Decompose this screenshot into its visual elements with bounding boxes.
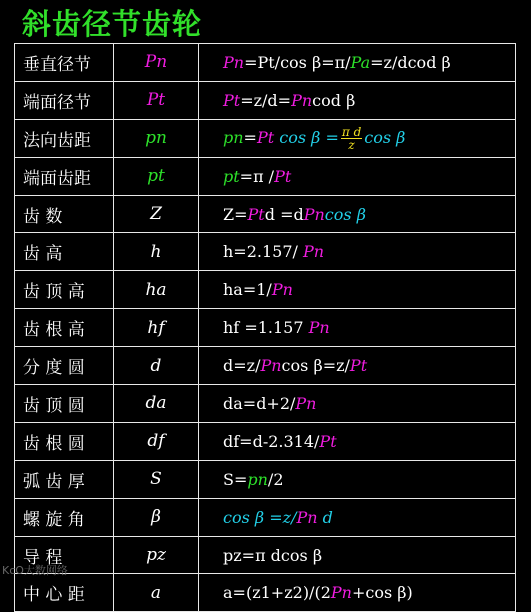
formula-segment: Pn <box>271 280 293 300</box>
formula-segment: ha=1/ <box>223 280 272 300</box>
formula-segment: =π / <box>239 166 275 186</box>
table-row <box>15 233 516 271</box>
quantity-name <box>15 195 114 233</box>
table-row <box>15 195 516 233</box>
quantity-name-text: 垂直径节 <box>23 54 91 75</box>
quantity-symbol: Pn <box>114 44 199 82</box>
quantity-name <box>15 81 114 119</box>
table-row <box>15 536 516 574</box>
formula <box>199 347 516 385</box>
quantity-name <box>15 460 114 498</box>
table-row <box>15 309 516 347</box>
formula-segment: pn <box>247 469 268 489</box>
formula-segment: Pn <box>223 52 245 72</box>
fraction-numerator: π d <box>341 124 362 139</box>
formula <box>199 233 516 271</box>
formula-segment: cos β=z/ <box>281 356 350 376</box>
formula-segment: Pa <box>350 52 371 72</box>
table-row <box>15 271 516 309</box>
formula-segment: Pt <box>223 90 241 110</box>
formula-segment: =z/d= <box>240 90 292 110</box>
formula-segment: Z= <box>223 204 248 224</box>
quantity-symbol: S <box>114 460 199 498</box>
quantity-name-text: 端面径节 <box>23 92 91 113</box>
table-row <box>15 385 516 423</box>
formula <box>199 498 516 536</box>
formula <box>199 119 516 157</box>
formula-segment: Pn <box>291 90 313 110</box>
formula-segment: cos β <box>364 127 406 147</box>
quantity-name-text: 齿 顶 高 <box>23 282 85 303</box>
formula-segment: cos β <box>324 204 366 224</box>
quantity-name-text: 分 度 圆 <box>23 358 85 379</box>
quantity-symbol: Pt <box>114 81 199 119</box>
formula <box>199 309 516 347</box>
quantity-name-text: 齿 数 <box>23 206 63 227</box>
quantity-name <box>15 233 114 271</box>
formula-segment: d <box>317 507 333 527</box>
quantity-name-text: 端面齿距 <box>23 168 91 189</box>
formula-segment: cos β =z/ <box>223 507 297 527</box>
formula-segment: d =d <box>264 204 304 224</box>
quantity-name <box>15 157 114 195</box>
formula-segment: h=2.157/ <box>223 242 303 262</box>
quantity-name-text: 齿 根 圆 <box>23 433 85 454</box>
quantity-symbol: da <box>114 385 199 423</box>
quantity-symbol: hf <box>114 309 199 347</box>
formula-segment: Pt <box>247 204 265 224</box>
formula-segment: pz=π dcos β <box>223 545 323 565</box>
formula-segment: Pn <box>330 583 352 603</box>
quantity-symbol: h <box>114 233 199 271</box>
formula-segment: =z/dcod β <box>370 52 451 72</box>
quantity-name <box>15 385 114 423</box>
formula-segment: pt <box>223 166 240 186</box>
formula <box>199 385 516 423</box>
watermark: KcO大数网络 <box>2 564 68 577</box>
formula-segment: cos β = <box>274 127 339 147</box>
table-row <box>15 347 516 385</box>
quantity-name <box>15 347 114 385</box>
table-row <box>15 81 516 119</box>
formula <box>199 536 516 574</box>
formula <box>199 271 516 309</box>
quantity-name-text: 导 程 <box>23 547 63 568</box>
fraction <box>341 126 362 151</box>
formula-segment: cod β <box>312 90 356 110</box>
formula-segment: a=(z1+z2)/(2 <box>223 583 331 603</box>
quantity-name-text: 齿 根 高 <box>23 320 85 341</box>
table-row <box>15 498 516 536</box>
table-row <box>15 422 516 460</box>
formula-segment: da=d+2/ <box>223 393 296 413</box>
quantity-name <box>15 119 114 157</box>
quantity-name <box>15 271 114 309</box>
formula <box>199 195 516 233</box>
formula-segment: Pn <box>303 204 325 224</box>
quantity-name <box>15 309 114 347</box>
quantity-symbol: a <box>114 574 199 612</box>
quantity-symbol: df <box>114 422 199 460</box>
formula <box>199 157 516 195</box>
quantity-name-text: 法向齿距 <box>23 130 91 151</box>
quantity-name <box>15 44 114 82</box>
formula <box>199 460 516 498</box>
quantity-name <box>15 422 114 460</box>
quantity-symbol: pz <box>114 536 199 574</box>
quantity-name-text: 螺 旋 角 <box>23 509 85 530</box>
quantity-symbol: d <box>114 347 199 385</box>
table-row <box>15 119 516 157</box>
quantity-symbol: β <box>114 498 199 536</box>
formula-segment: /2 <box>267 469 284 489</box>
quantity-symbol: pn <box>114 119 199 157</box>
formula-segment: +cos β) <box>351 583 413 603</box>
quantity-name-text: 弧 齿 厚 <box>23 471 85 492</box>
formula-segment: Pn <box>303 242 325 262</box>
formula-segment: Pt <box>256 127 275 147</box>
table-row <box>15 460 516 498</box>
quantity-symbol: pt <box>114 157 199 195</box>
table-row <box>15 44 516 82</box>
table-row <box>15 157 516 195</box>
formula-segment: Pn <box>295 393 317 413</box>
formula-segment: Pn <box>308 318 330 338</box>
quantity-name-text: 齿 高 <box>23 244 63 265</box>
formula <box>199 422 516 460</box>
quantity-name-text: 齿 顶 圆 <box>23 395 85 416</box>
formula-segment: Pt <box>349 356 368 376</box>
quantity-symbol: ha <box>114 271 199 309</box>
formula-segment: Pn <box>296 507 318 527</box>
formula-segment: = <box>243 127 257 147</box>
formula-segment: hf =1.157 <box>223 318 309 338</box>
formula-segment: d=z/ <box>223 356 261 376</box>
fraction-denominator: z <box>348 137 355 152</box>
quantity-name-text: 中 心 距 <box>23 585 85 606</box>
formula-segment: Pt <box>319 431 337 451</box>
formula <box>199 44 516 82</box>
formula-segment: df=d-2.314/ <box>223 431 320 451</box>
formula <box>199 81 516 119</box>
quantity-symbol: Z <box>114 195 199 233</box>
formula-segment: pn <box>223 127 244 147</box>
formula-segment: =Pt/cos β=π/ <box>244 52 351 72</box>
formula-segment: Pn <box>260 356 282 376</box>
page-title: 斜齿径节齿轮 <box>22 7 203 41</box>
quantity-name <box>15 498 114 536</box>
formula-segment: Pt <box>274 166 292 186</box>
formula-segment: S= <box>223 469 248 489</box>
formula-table <box>14 43 516 612</box>
